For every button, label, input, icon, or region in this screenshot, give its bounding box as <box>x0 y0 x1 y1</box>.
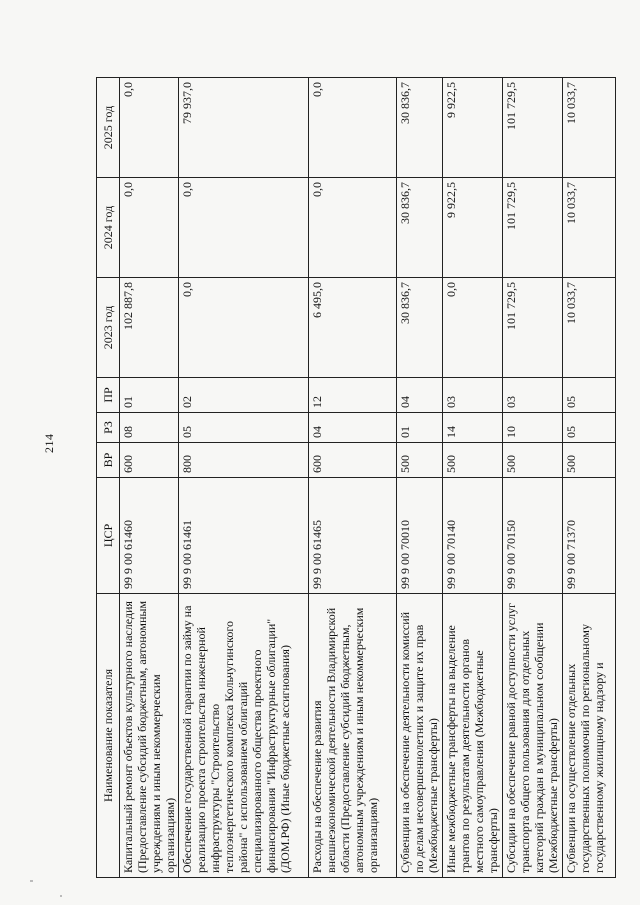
row-2025: 101 729,5 <box>503 78 563 178</box>
row-pr: 02 <box>179 378 309 413</box>
row-csr: 99 9 00 70140 <box>443 478 503 594</box>
row-2023: 102 887,8 <box>120 278 179 378</box>
row-2024: 9 922,5 <box>443 178 503 278</box>
row-rz: 14 <box>443 413 503 443</box>
row-name: Капитальный ремонт объектов культурного наследия (Предоставление субсидий бюджетным, автономным учреждениям и иным некоммерческим организациям) <box>120 594 179 878</box>
page-number: 214 <box>42 433 56 453</box>
row-2025: 9 922,5 <box>443 78 503 178</box>
row-pr: 03 <box>503 378 563 413</box>
table-row <box>179 78 309 878</box>
row-rz: 05 <box>179 413 309 443</box>
row-2023: 6 495,0 <box>309 278 397 378</box>
table-row <box>120 78 179 878</box>
row-pr: 03 <box>443 378 503 413</box>
row-vr: 500 <box>443 443 503 478</box>
header-csr: ЦСР <box>97 478 120 594</box>
row-pr: 04 <box>397 378 443 413</box>
row-rz: 08 <box>120 413 179 443</box>
row-2025: 10 033,7 <box>563 78 616 178</box>
header-row <box>97 78 120 878</box>
scan-speck <box>30 880 33 882</box>
row-name <box>563 594 616 878</box>
row-2025: 79 937,0 <box>179 78 309 178</box>
row-vr: 500 <box>503 443 563 478</box>
row-csr: 99 9 00 61461 <box>179 478 309 594</box>
table-row <box>309 78 397 878</box>
row-2025: 30 836,7 <box>397 78 443 178</box>
row-pr: 05 <box>563 378 616 413</box>
row-rz: 01 <box>397 413 443 443</box>
row-name: Субвенции на обеспечение деятельности комиссий по делам несовершеннолетних и защите их прав (Межбюджетные трансферты) <box>397 594 443 878</box>
row-2023: 10 033,7 <box>563 278 616 378</box>
row-vr: 500 <box>563 443 616 478</box>
table-row <box>397 78 443 878</box>
row-pr: 01 <box>120 378 179 413</box>
table-row <box>503 78 563 878</box>
row-vr: 600 <box>309 443 397 478</box>
row-name: Обеспечение государственной гарантии по займу на реализацию проекта строительства инженерной инфраструктуры "Строительство теплоэнергетического комплекса Кольчугинского района" с использованием облигаций специализированного общества проектного финансирования "Инфраструктурные облигации" (ДОМ.РФ) (Иные бюджетные ассигнования) <box>179 594 309 878</box>
row-2025: 0,0 <box>309 78 397 178</box>
header-2023: 2023 год <box>97 278 120 378</box>
header-2024: 2024 год <box>97 178 120 278</box>
header-2025: 2025 год <box>97 78 120 178</box>
row-csr: 99 9 00 71370 <box>563 478 616 594</box>
header-rz: РЗ <box>97 413 120 443</box>
row-csr: 99 9 00 61465 <box>309 478 397 594</box>
row-2023: 0,0 <box>443 278 503 378</box>
row-pr: 12 <box>309 378 397 413</box>
budget-table <box>96 77 616 878</box>
row-2024: 10 033,7 <box>563 178 616 278</box>
row-vr: 500 <box>397 443 443 478</box>
row-2024: 30 836,7 <box>397 178 443 278</box>
header-name: Наименование показателя <box>97 594 120 878</box>
row-name: Иные межбюджетные трансферты на выделение грантов по результатам деятельности органов местного самоуправления (Межбюджетные трансферты) <box>443 594 503 878</box>
row-2023: 0,0 <box>179 278 309 378</box>
row-name: Субсидии на обеспечение равной доступности услуг транспорта общего пользования для отдельных категорий граждан в муниципальном сообщении (Межбюджетные трансферты) <box>503 594 563 878</box>
row-name: Расходы на обеспечение развития внешнеэкономической деятельности Владимирской области (Предоставление субсидий бюджетным, автономным учреждениям и иным некоммерческим организациям) <box>309 594 397 878</box>
row-csr: 99 9 00 70010 <box>397 478 443 594</box>
rotated-table-container <box>96 78 606 878</box>
table-row <box>563 78 616 878</box>
table-row <box>443 78 503 878</box>
scan-speck <box>60 895 62 897</box>
row-rz: 05 <box>563 413 616 443</box>
row-name-text: Субвенции на осуществление отдельных государственных полномочий по региональному государственному жилищному надзору и <box>564 624 606 873</box>
row-rz: 10 <box>503 413 563 443</box>
row-vr: 800 <box>179 443 309 478</box>
row-2024: 101 729,5 <box>503 178 563 278</box>
row-2023: 101 729,5 <box>503 278 563 378</box>
row-vr: 600 <box>120 443 179 478</box>
row-csr: 99 9 00 61460 <box>120 478 179 594</box>
row-2024: 0,0 <box>309 178 397 278</box>
row-2023: 30 836,7 <box>397 278 443 378</box>
row-csr: 99 9 00 70150 <box>503 478 563 594</box>
row-2025: 0,0 <box>120 78 179 178</box>
row-rz: 04 <box>309 413 397 443</box>
row-2024: 0,0 <box>120 178 179 278</box>
header-pr: ПР <box>97 378 120 413</box>
row-2024: 0,0 <box>179 178 309 278</box>
header-vr: ВР <box>97 443 120 478</box>
